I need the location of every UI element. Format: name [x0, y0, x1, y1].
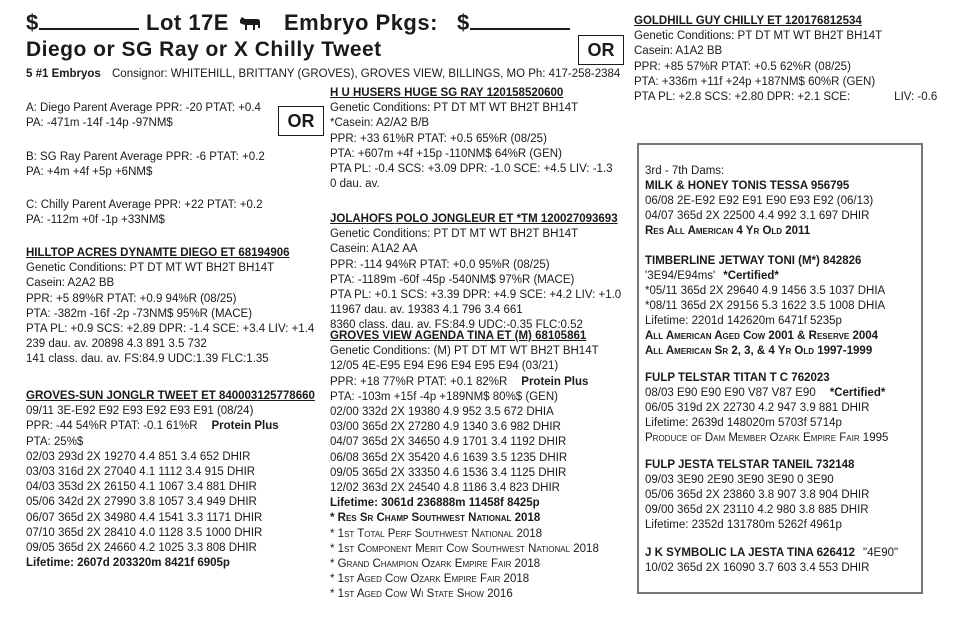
tweet-ppr-line — [26, 419, 315, 434]
jk-name: J K SYMBOLIC LA JESTA TINA 626412 — [645, 547, 856, 559]
tweet-record: 09/05 365d 2X 24660 4.2 1025 3.3 808 DHIR — [26, 542, 257, 555]
tweet-classification: 09/11 3E-E92 E92 E93 E92 E93 E91 (08/24) — [26, 405, 254, 418]
sire-options: Diego or SG Ray or X Chilly Tweet — [26, 38, 382, 61]
taneil-record: 05/06 365d 2X 23860 3.8 907 3.8 904 DHIR — [645, 489, 870, 501]
chilly-name: GOLDHILL GUY CHILLY ET 120176812534 — [634, 15, 862, 27]
tessa-block — [645, 179, 873, 239]
taneil-block — [645, 458, 869, 533]
polo-pta-pl: PTA PL: +0.1 SCS: +3.39 DPR: +4.9 SCE: +4.2 LIV: +1.0 — [330, 289, 622, 302]
toni-lifetime: Lifetime: 2201d 142620m 6471f 5235p — [645, 315, 842, 327]
chilly-genetic: Genetic Conditions: PT DT MT WT BH2T BH14T — [634, 30, 883, 43]
sgray-genetic: Genetic Conditions: PT DT MT WT BH2T BH14T — [330, 102, 579, 115]
tessa-name: MILK & HONEY TONIS TESSA 956795 — [645, 180, 850, 192]
polo-section — [330, 212, 621, 334]
embryo-price-blank — [470, 10, 570, 30]
tina-ppr: PPR: +18 77%R PTAT: +0.1 82%R — [330, 375, 508, 388]
titan-award: Produce of Dam Member Ozark Empire Fair 1995 — [645, 432, 889, 444]
lot-number: Lot 17E — [146, 10, 229, 35]
toni-record: *08/11 365d 2X 29156 5.3 1622 3.5 1008 DHIA — [645, 300, 886, 312]
sgray-casein: *Casein: A2/A2 B/B — [330, 117, 430, 130]
titan-lifetime: Lifetime: 2639d 148020m 5703f 5714p — [645, 417, 842, 429]
taneil-record: 09/00 365d 2X 23110 4.2 980 3.8 885 DHIR — [645, 504, 869, 516]
polo-ppr: PPR: -114 94%R PTAT: +0.0 95%R (08/25) — [330, 258, 550, 271]
polo-genetic: Genetic Conditions: PT DT MT WT BH2T BH14T — [330, 228, 579, 241]
titan-class-line — [645, 386, 888, 401]
tina-genetic: Genetic Conditions: (M) PT DT MT WT BH2T BH14T — [330, 345, 599, 358]
toni-award: All American Aged Cow 2001 & Reserve 2004 — [645, 330, 879, 342]
tina-award: * 1st Component Merit Cow Southwest National 2018 — [330, 542, 599, 555]
parent-c-ppr: C: Chilly Parent Average PPR: +22 PTAT: +0.2 — [26, 199, 263, 211]
toni-award: All American Sr 2, 3, & 4 Yr Old 1997-1999 — [645, 345, 873, 357]
sgray-ppr: PPR: +33 61%R PTAT: +0.5 65%R (08/25) — [330, 132, 547, 145]
diego-name: HILLTOP ACRES DYNAMTE DIEGO ET 68194906 — [26, 247, 290, 259]
sgray-section — [330, 86, 613, 192]
sgray-dau: 0 dau. av. — [330, 178, 380, 191]
tina-award: * 1st Total Perf Southwest National 2018 — [330, 527, 543, 540]
tina-award: * Grand Champion Ozark Empire Fair 2018 — [330, 558, 541, 571]
titan-name: FULP TELSTAR TITAN T C 762023 — [645, 372, 830, 384]
tina-award: * 1st Aged Cow Wi State Show 2016 — [330, 588, 513, 601]
tweet-ppr: PPR: -44 54%R PTAT: -0.1 61%R — [26, 420, 198, 433]
chilly-pta-pl-line — [634, 90, 937, 105]
polo-casein: Casein: A1A2 AA — [330, 243, 418, 256]
jk-record: 10/02 365d 2X 16090 3.7 603 3.4 553 DHIR — [645, 562, 870, 574]
taneil-classification: 09/03 3E90 2E90 3E90 3E90 0 3E90 — [645, 474, 834, 486]
diego-ppr: PPR: +5 89%R PTAT: +0.9 94%R (08/25) — [26, 292, 237, 305]
toni-record: *05/11 365d 2X 29640 4.9 1456 3.5 1037 DHIA — [645, 285, 886, 297]
tina-classification: 12/05 4E-E95 E94 E96 E94 E95 E94 (03/21) — [330, 360, 559, 373]
parent-average-b — [26, 150, 265, 180]
chilly-pta-pl: PTA PL: +2.8 SCS: +2.80 DPR: +2.1 SCE: — [634, 91, 851, 104]
tweet-record: 07/10 365d 2X 28410 4.0 1128 3.5 1000 DHIR — [26, 526, 263, 539]
jk-name-line — [645, 546, 898, 561]
price-blank — [39, 10, 139, 30]
tina-record: 06/08 365d 2X 35420 4.6 1639 3.5 1235 DHIR — [330, 451, 568, 464]
titan-certified: *Certified* — [829, 387, 886, 399]
parent-a-pa: PA: -471m -14f -14p -97NM$ — [26, 117, 173, 130]
sgray-pta: PTA: +607m +4f +15p -110NM$ 64%R (GEN) — [330, 147, 562, 160]
chilly-liv: LIV: -0.6 — [894, 91, 938, 104]
diego-casein: Casein: A2A2 BB — [26, 277, 115, 290]
parent-b-ppr: B: SG Ray Parent Average PPR: -6 PTAT: +0.2 — [26, 151, 265, 163]
parent-c-pa: PA: -112m +0f -1p +33NM$ — [26, 214, 165, 227]
toni-block — [645, 254, 885, 359]
parent-b-pa: PA: +4m +4f +5p +6NM$ — [26, 166, 153, 179]
tina-record: 02/00 332d 2X 19380 4.9 952 3.5 672 DHIA — [330, 406, 554, 419]
tina-lifetime: Lifetime: 3061d 236888m 11458f 8425p — [330, 497, 540, 510]
tina-award: * 1st Aged Cow Ozark Empire Fair 2018 — [330, 573, 530, 586]
sgray-name: H U HUSERS HUGE SG RAY 120158520600 — [330, 87, 564, 99]
diego-pta: PTA: -382m -16f -2p -73NM$ 95%R (MACE) — [26, 307, 253, 320]
tina-pta: PTA: -103m +15f -4p +189NM$ 80%$ (GEN) — [330, 390, 558, 403]
tweet-record: 02/03 293d 2X 19270 4.4 851 3.4 652 DHIR — [26, 450, 251, 463]
parent-a-ppr: A: Diego Parent Average PPR: -20 PTAT: +0.4 — [26, 102, 261, 114]
or-box-parents: OR — [278, 106, 324, 136]
tessa-award: Res All American 4 Yr Old 2011 — [645, 225, 811, 237]
embryo-packages-label: Embryo Pkgs: — [284, 10, 438, 35]
tweet-record: 03/03 316d 2X 27040 4.1 1112 3.4 915 DHIR — [26, 466, 256, 479]
tweet-section — [26, 389, 315, 571]
embryo-count: 5 #1 Embryos — [26, 68, 101, 80]
tweet-record: 05/06 342d 2X 27990 3.8 1057 3.4 949 DHIR — [26, 496, 257, 509]
tina-record: 09/05 365d 2X 33350 4.6 1536 3.4 1125 DHIR — [330, 466, 567, 479]
diego-section — [26, 246, 314, 368]
polo-name: JOLAHOFS POLO JONGLEUR ET *TM 120027093693 — [330, 213, 618, 225]
tessa-classification: 06/08 2E-E92 E92 E91 E90 E93 E92 (06/13) — [645, 195, 874, 207]
titan-record: 06/05 319d 2X 22730 4.2 947 3.9 881 DHIR — [645, 402, 870, 414]
chilly-section — [634, 14, 937, 105]
tweet-lifetime: Lifetime: 2607d 203320m 8421f 6905p — [26, 557, 230, 570]
tweet-pta: PTA: 25%$ — [26, 435, 84, 448]
consignor-info: Consignor: WHITEHILL, BRITTANY (GROVES), GROVES VIEW, BILLINGS, MO Ph: 417-258-2384 — [112, 68, 621, 80]
polo-pta: PTA: -1189m -60f -45p -540NM$ 97%R (MACE) — [330, 273, 575, 286]
cow-icon — [238, 14, 262, 35]
or-box-header: OR — [578, 35, 624, 65]
tina-record: 12/02 363d 2X 24540 4.8 1186 3.4 823 DHIR — [330, 482, 560, 495]
jk-classification: "4E90" — [863, 547, 899, 559]
taneil-lifetime: Lifetime: 2352d 131780m 5262f 4961p — [645, 519, 842, 531]
toni-class-line — [645, 269, 885, 284]
chilly-pta: PTA: +336m +11f +24p +187NM$ 60%R (GEN) — [634, 75, 876, 88]
polo-dau: 11967 dau. av. 19383 4.1 796 3.4 661 — [330, 304, 523, 317]
chilly-ppr: PPR: +85 57%R PTAT: +0.5 62%R (08/25) — [634, 60, 851, 73]
toni-name: TIMBERLINE JETWAY TONI (M*) 842826 — [645, 255, 862, 267]
jk-block — [645, 546, 898, 576]
tessa-record: 04/07 365d 2X 22500 4.4 992 3.1 697 DHIR — [645, 210, 870, 222]
diego-genetic: Genetic Conditions: PT DT MT WT BH2T BH14T — [26, 262, 275, 275]
pedigree-heading: 3rd - 7th Dams: — [645, 165, 725, 177]
embryo-price-line — [457, 10, 570, 36]
tina-record: 03/00 365d 2X 27280 4.9 1340 3.6 982 DHIR — [330, 421, 561, 434]
tina-award: * Res Sr Champ Southwest National 2018 — [330, 512, 541, 525]
polo-class-dau: 8360 class. dau. av. FS:84.9 UDC:-0.35 FLC:0.52 — [330, 319, 583, 332]
sgray-pta-pl: PTA PL: -0.4 SCS: +3.09 DPR: -1.0 SCE: +4.5 LIV: -1.3 — [330, 163, 613, 176]
tweet-protein-badge: Protein Plus — [211, 420, 279, 433]
diego-pta-pl: PTA PL: +0.9 SCS: +2.89 DPR: -1.4 SCE: +3.4 LIV: +1.4 — [26, 323, 315, 336]
diego-class-dau: 141 class. dau. av. FS:84.9 UDC:1.39 FLC:1.35 — [26, 353, 269, 366]
taneil-name: FULP JESTA TELSTAR TANEIL 732148 — [645, 459, 855, 471]
consignor-line — [26, 68, 620, 80]
tina-section — [330, 329, 599, 603]
chilly-casein: Casein: A1A2 BB — [634, 45, 723, 58]
toni-classification: '3E94/E94ms' — [645, 270, 716, 282]
tweet-name: GROVES-SUN JONGLR TWEET ET 840003125778660 — [26, 390, 315, 402]
tina-protein-badge: Protein Plus — [521, 375, 589, 388]
price-dollar-sign: $ — [26, 10, 39, 35]
tina-ppr-line — [330, 375, 599, 390]
tweet-record: 04/03 353d 2X 26150 4.1 1067 3.4 881 DHIR — [26, 481, 257, 494]
parent-average-a — [26, 101, 261, 131]
tina-record: 04/07 365d 2X 34650 4.9 1701 3.4 1192 DHIR — [330, 436, 567, 449]
tina-name: GROVES VIEW AGENDA TINA ET (M) 68105861 — [330, 330, 587, 342]
embryo-dollar-sign: $ — [457, 10, 470, 35]
toni-certified: *Certified* — [723, 270, 779, 282]
titan-classification: 08/03 E90 E90 E90 V87 V87 E90 — [645, 387, 816, 399]
tweet-record: 06/07 365d 2X 34980 4.4 1541 3.3 1171 DHIR — [26, 511, 263, 524]
sale-price-line — [26, 10, 139, 36]
parent-average-c — [26, 198, 263, 228]
diego-dau: 239 dau. av. 20898 4.3 891 3.5 732 — [26, 338, 207, 351]
titan-block — [645, 371, 888, 446]
